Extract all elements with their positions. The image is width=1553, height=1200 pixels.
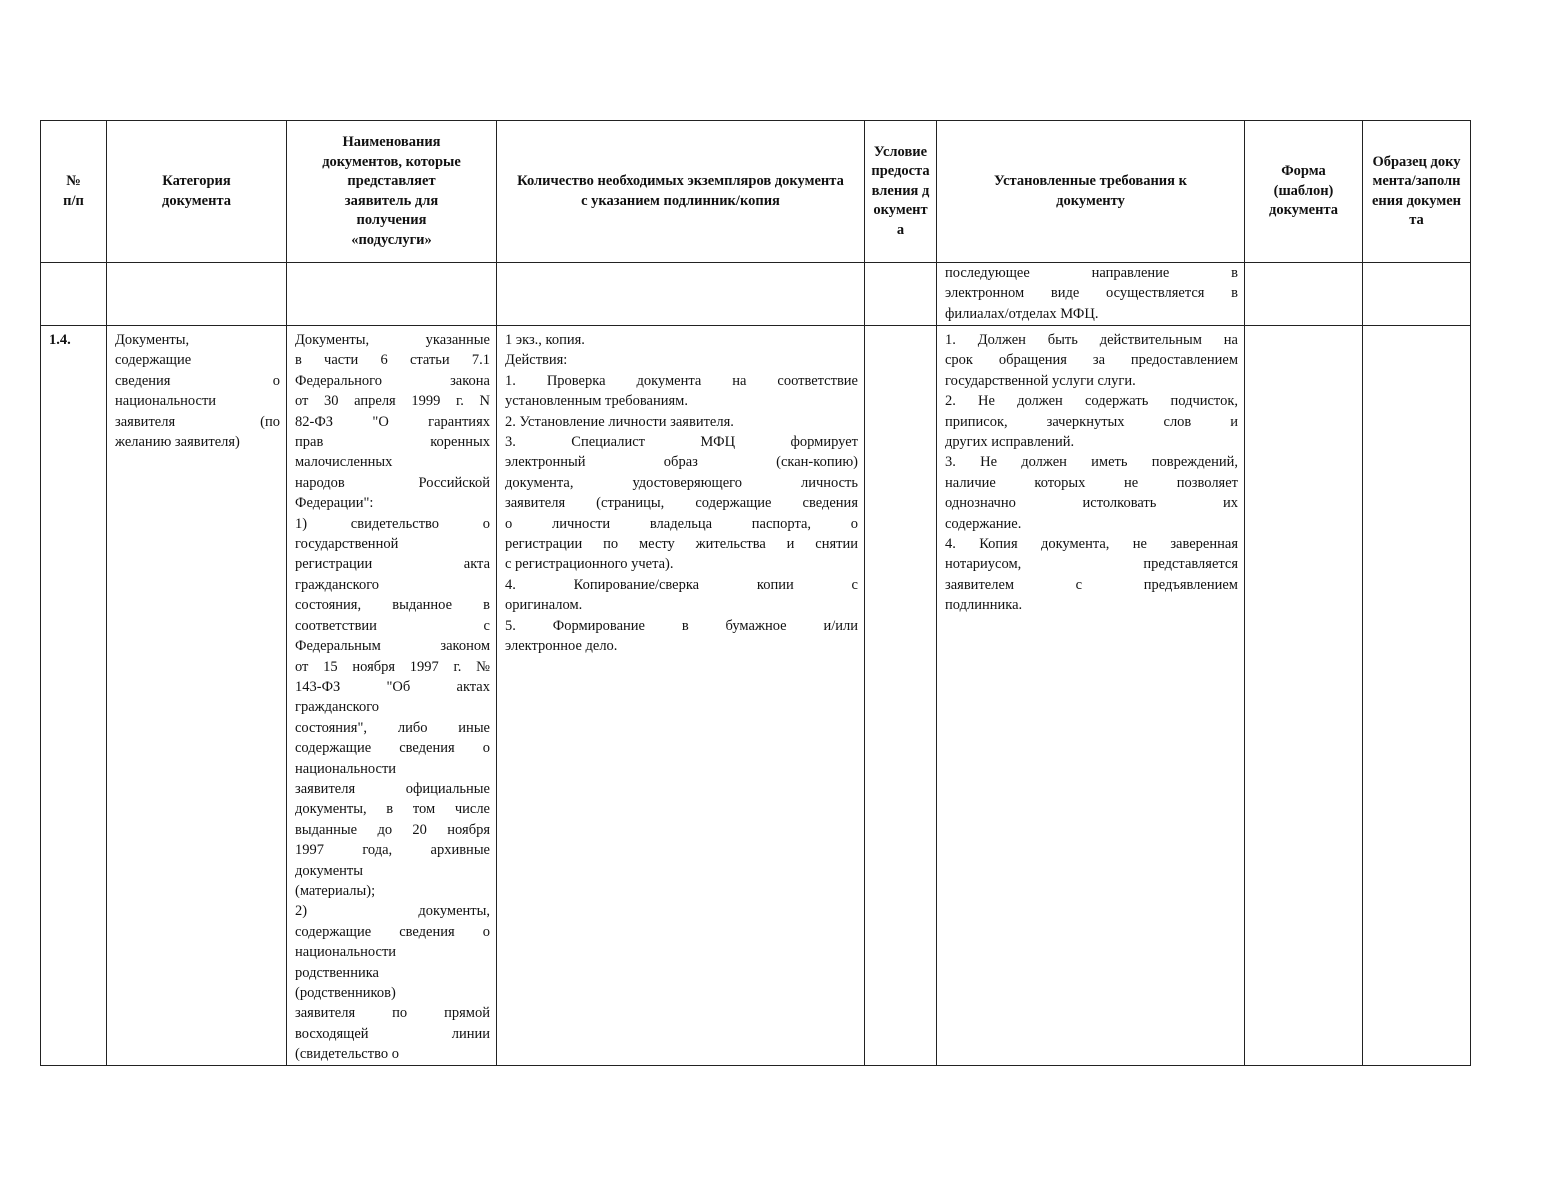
quantity-line: регистрации по месту жительства и снятии bbox=[505, 536, 858, 553]
requirements-line: заявителем с предъявлением bbox=[945, 576, 1238, 593]
header-category: Категория документа bbox=[107, 121, 287, 263]
document-names-line: документы, в том числе bbox=[295, 801, 490, 818]
quantity-line: 3. Специалист МФЦ формирует bbox=[505, 434, 858, 451]
category-line: заявителя (по bbox=[115, 413, 280, 430]
document-names-line: народов Российской bbox=[295, 474, 490, 491]
document-names-line: заявителя по прямой bbox=[295, 1005, 490, 1022]
document-names-line: национальности bbox=[295, 944, 397, 961]
documents-table bbox=[40, 120, 1471, 1066]
quantity-line: 2. Установление личности заявителя. bbox=[505, 413, 734, 430]
quantity-line: Действия: bbox=[505, 352, 568, 369]
requirements-line: других исправлений. bbox=[945, 434, 1075, 451]
requirements-continued-line: последующее направление в bbox=[945, 265, 1238, 281]
document-names-line: состояния, выданное в bbox=[295, 597, 490, 614]
table-row-continuation bbox=[41, 263, 1471, 326]
requirements-line: 1. Должен быть действительным на bbox=[945, 332, 1238, 348]
cell-form-empty bbox=[1245, 263, 1363, 326]
document-names-line: восходящей линии bbox=[295, 1025, 490, 1042]
document-names-line: соответствии с bbox=[295, 617, 490, 634]
document-names-line: малочисленных bbox=[295, 454, 393, 471]
table-row-1-4 bbox=[41, 326, 1471, 1066]
cell-document-names bbox=[287, 326, 497, 1066]
cell-category-empty bbox=[107, 263, 287, 326]
document-names-line: заявителя официальные bbox=[295, 780, 490, 797]
requirements-line: нотариусом, представляется bbox=[945, 556, 1238, 573]
document-names-line: от 15 ноября 1997 г. № bbox=[295, 658, 490, 675]
category-line: сведения о bbox=[115, 372, 280, 389]
document-names-line: гражданского bbox=[295, 576, 380, 593]
requirements-line: подлинника. bbox=[945, 597, 1023, 614]
document-names-line: Документы, указанные bbox=[295, 332, 490, 348]
document-names-line: от 30 апреля 1999 г. N bbox=[295, 393, 490, 410]
document-names-line: 143-ФЗ "Об актах bbox=[295, 678, 490, 695]
header-sample: Образец документа/заполнения документа bbox=[1363, 121, 1471, 263]
document-names-line: (свидетельство о bbox=[295, 1046, 399, 1063]
document-names-line: регистрации акта bbox=[295, 556, 490, 573]
quantity-line: установленным требованиям. bbox=[505, 393, 688, 410]
document-names-line: гражданского bbox=[295, 699, 380, 716]
cell-sample bbox=[1363, 326, 1471, 1066]
header-number: № п/п bbox=[41, 121, 107, 263]
document-names-line: национальности bbox=[295, 760, 397, 777]
cell-condition bbox=[865, 326, 937, 1066]
requirements-continued-line: филиалах/отделах МФЦ. bbox=[945, 305, 1099, 322]
requirements-line: однозначно истолковать их bbox=[945, 495, 1238, 512]
document-names-line: 82-ФЗ "О гарантиях bbox=[295, 413, 490, 430]
document-names-line: содержащие сведения о bbox=[295, 740, 490, 757]
cell-requirements-continued bbox=[937, 263, 1245, 326]
quantity-line: 5. Формирование в бумажное и/или bbox=[505, 617, 858, 634]
quantity-line: оригиналом. bbox=[505, 597, 583, 614]
document-names-line: (материалы); bbox=[295, 882, 376, 899]
cell-quantity-empty bbox=[497, 263, 865, 326]
quantity-line: 1. Проверка документа на соответствие bbox=[505, 372, 858, 389]
document-names-line: содержащие сведения о bbox=[295, 923, 490, 940]
quantity-line: электронное дело. bbox=[505, 638, 618, 655]
cell-quantity bbox=[497, 326, 865, 1066]
document-names-line: 2) документы, bbox=[295, 903, 490, 920]
category-line: национальности bbox=[115, 393, 217, 410]
document-names-line: 1) свидетельство о bbox=[295, 515, 490, 532]
header-requirements: Установленные требования к документу bbox=[937, 121, 1245, 263]
document-names-line: (родственников) bbox=[295, 985, 396, 1001]
document-names-line: 1997 года, архивные bbox=[295, 842, 490, 859]
cell-number-empty bbox=[41, 263, 107, 326]
cell-form bbox=[1245, 326, 1363, 1066]
header-quantity: Количество необходимых экземпляров документа с указанием подлинник/копия bbox=[497, 121, 865, 263]
quantity-line: 4. Копирование/сверка копии с bbox=[505, 576, 858, 593]
requirements-line: наличие которых не позволяет bbox=[945, 474, 1238, 491]
requirements-continued-line: электронном виде осуществляется в bbox=[945, 285, 1238, 302]
document-names-line: Федеральным законом bbox=[295, 638, 490, 655]
document-names-line: государственной bbox=[295, 536, 399, 553]
quantity-line: электронный образ (скан-копию) bbox=[505, 454, 858, 471]
header-form: Форма (шаблон) документа bbox=[1245, 121, 1363, 263]
cell-condition-empty bbox=[865, 263, 937, 326]
quantity-line: документа, удостоверяющего личность bbox=[505, 474, 858, 491]
quantity-line: заявителя (страницы, содержащие сведения bbox=[505, 495, 858, 512]
requirements-line: приписок, зачеркнутых слов и bbox=[945, 413, 1238, 430]
document-names-line: в части 6 статьи 7.1 bbox=[295, 352, 490, 369]
document-names-line: прав коренных bbox=[295, 434, 490, 451]
document-names-line: родственника bbox=[295, 964, 379, 981]
category-line: Документы, bbox=[115, 332, 190, 348]
table-header-row bbox=[41, 121, 1471, 263]
document-names-line: документы bbox=[295, 862, 363, 879]
requirements-line: 2. Не должен содержать подчисток, bbox=[945, 393, 1238, 410]
document-names-line: Федерального закона bbox=[295, 372, 490, 389]
category-line: содержащие bbox=[115, 352, 192, 369]
requirements-line: 3. Не должен иметь повреждений, bbox=[945, 454, 1238, 471]
requirements-line: государственной услуги слуги. bbox=[945, 372, 1136, 389]
header-condition: Условие предоставления документа bbox=[865, 121, 937, 263]
document-names-line: выданные до 20 ноября bbox=[295, 821, 490, 838]
quantity-line: с регистрационного учета). bbox=[505, 556, 674, 573]
quantity-line: о личности владельца паспорта, о bbox=[505, 515, 858, 532]
cell-row-number: 1.4. bbox=[41, 326, 107, 1066]
cell-sample-empty bbox=[1363, 263, 1471, 326]
requirements-line: 4. Копия документа, не заверенная bbox=[945, 536, 1238, 553]
quantity-line: 1 экз., копия. bbox=[505, 332, 585, 348]
cell-requirements bbox=[937, 326, 1245, 1066]
requirements-line: срок обращения за предоставлением bbox=[945, 352, 1238, 369]
document-names-line: состояния", либо иные bbox=[295, 719, 490, 736]
cell-names-empty bbox=[287, 263, 497, 326]
category-line: желанию заявителя) bbox=[115, 434, 240, 451]
document-names-line: Федерации": bbox=[295, 495, 374, 512]
header-document-names: Наименования документов, которые представляет заявитель для получения «подуслуги» bbox=[287, 121, 497, 263]
cell-category bbox=[107, 326, 287, 1066]
requirements-line: содержание. bbox=[945, 515, 1022, 532]
